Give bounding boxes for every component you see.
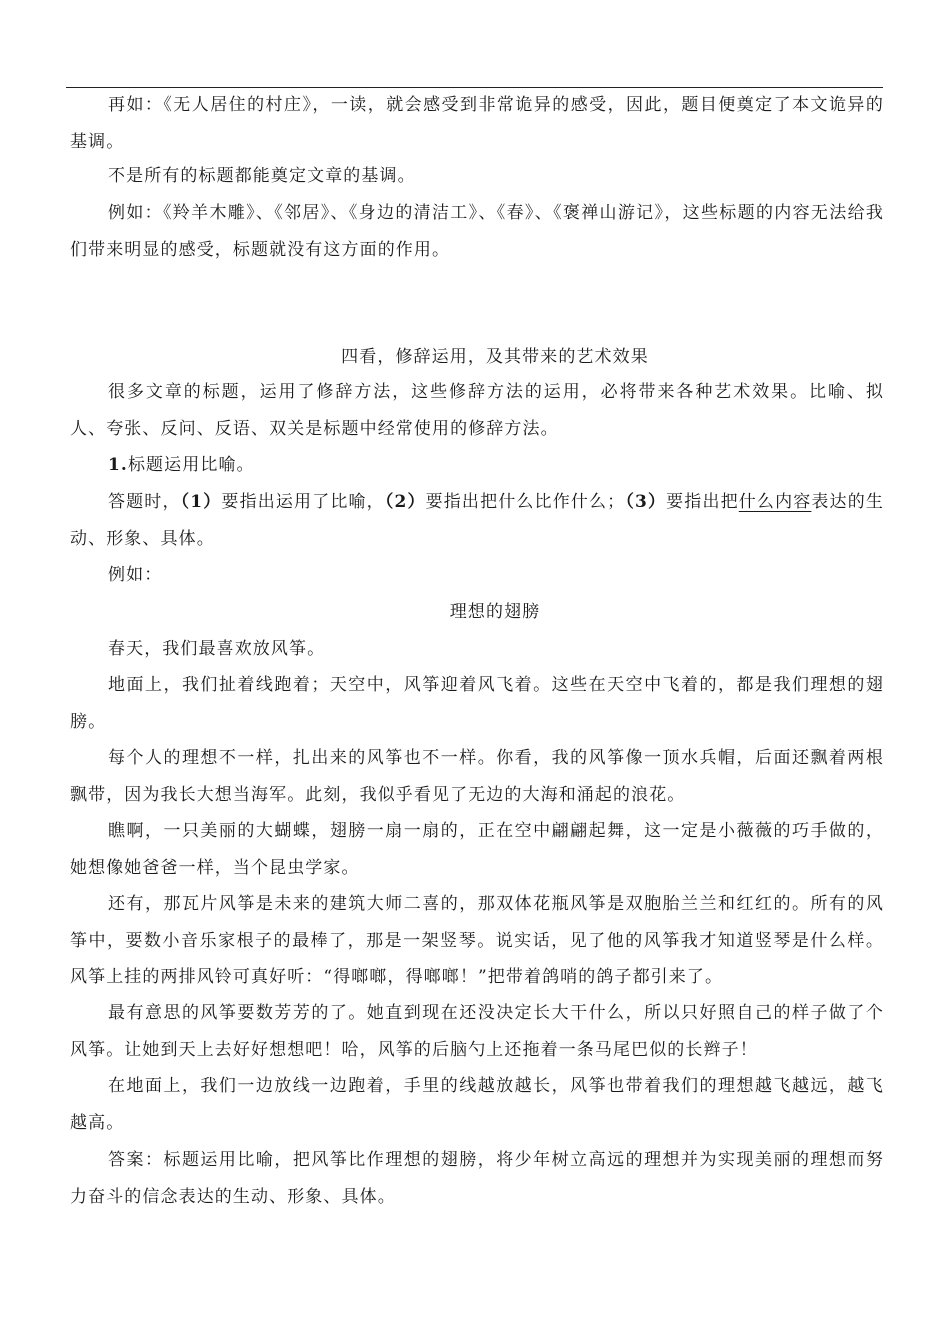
section-intro-paragraph: 很多文章的标题，运用了修辞方法，这些修辞方法的运用，必将带来各种艺术效果。比喻、拟人、夸张、反问、反语、双关是标题中经常使用的修辞方法。 xyxy=(70,382,884,439)
essay-paragraph: 春天，我们最喜欢放风筝。 xyxy=(108,639,326,659)
intro-paragraph-1: 再如：《无人居住的村庄》，一读，就会感受到非常诡异的感受，因此，题目便奠定了本文诡异的基调。 xyxy=(70,95,884,152)
essay-paragraph: 每个人的理想不一样，扎出来的风筝也不一样。你看，我的风筝像一顶水兵帽，后面还飘着两根飘带，因为我长大想当海军。此刻，我似乎看见了无边的大海和涌起的浪花。 xyxy=(70,748,884,805)
answer-instr-part: 要指出运用了比喻， xyxy=(221,492,385,512)
section-heading: 四看，修辞运用，及其带来的艺术效果 xyxy=(341,347,649,367)
answer-instr-part: 表达的生动、形象、具体。 xyxy=(70,492,884,549)
essay-paragraph: 最有意思的风筝要数芳芳的了。她直到现在还没决定长大干什么，所以只好照自己的样子做了个风筝。让她到天上去好好想想吧！哈，风筝的后脑勺上还拖着一条马尾巴似的长辫子！ xyxy=(70,1003,884,1060)
essay-paragraph: 在地面上，我们一边放线一边跑着，手里的线越放越长，风筝也带着我们的理想越飞越远，越飞越高。 xyxy=(70,1076,884,1133)
step-number-2: （2） xyxy=(384,492,426,512)
essay-title: 理想的翅膀 xyxy=(449,602,541,622)
intro-paragraph-2: 不是所有的标题都能奠定文章的基调。 xyxy=(108,166,416,186)
essay-answer: 答案：标题运用比喻，把风筝比作理想的翅膀，将少年树立高远的理想并为实现美丽的理想而努力奋斗的信念表达的生动、形象、具体。 xyxy=(70,1150,884,1207)
underlined-phrase: 什么内容 xyxy=(738,492,812,512)
example-label: 例如： xyxy=(108,565,163,585)
answer-instr-part: 要指出把 xyxy=(666,492,739,512)
subsection-number: 1. xyxy=(108,455,128,475)
intro-paragraph-3: 例如：《羚羊木雕》、《邻居》、《身边的清洁工》、《春》、《褒禅山游记》，这些标题的内容无法给我们带来明显的感受，标题就没有这方面的作用。 xyxy=(70,203,884,260)
answer-instructions xyxy=(70,484,884,557)
answer-instr-part: 答题时， xyxy=(108,492,181,512)
essay-paragraph: 地面上，我们扯着线跑着；天空中，风筝迎着风飞着。这些在天空中飞着的，都是我们理想的翅膀。 xyxy=(70,675,884,732)
answer-instr-part: 要指出把什么比作什么； xyxy=(425,492,626,512)
essay-paragraph: 瞧啊，一只美丽的大蝴蝶，翅膀一扇一扇的，正在空中翩翩起舞，这一定是小薇薇的巧手做的，她想像她爸爸一样，当个昆虫学家。 xyxy=(70,821,884,878)
subsection-heading xyxy=(70,447,884,484)
step-number-3: （3） xyxy=(625,492,667,512)
subsection-text: 标题运用比喻。 xyxy=(127,455,255,475)
step-number-1: （1） xyxy=(180,492,222,512)
essay-paragraph: 还有，那瓦片风筝是未来的建筑大师二喜的，那双体花瓶风筝是双胞胎兰兰和红红的。所有的风筝中，要数小音乐家根子的最棒了，那是一架竖琴。说实话，见了他的风筝我才知道竖琴是什么样。风筝上挂的两排风铃可真好听：“得啷啷，得啷啷！”把带着鸽哨的鸽子都引来了。 xyxy=(70,894,884,987)
